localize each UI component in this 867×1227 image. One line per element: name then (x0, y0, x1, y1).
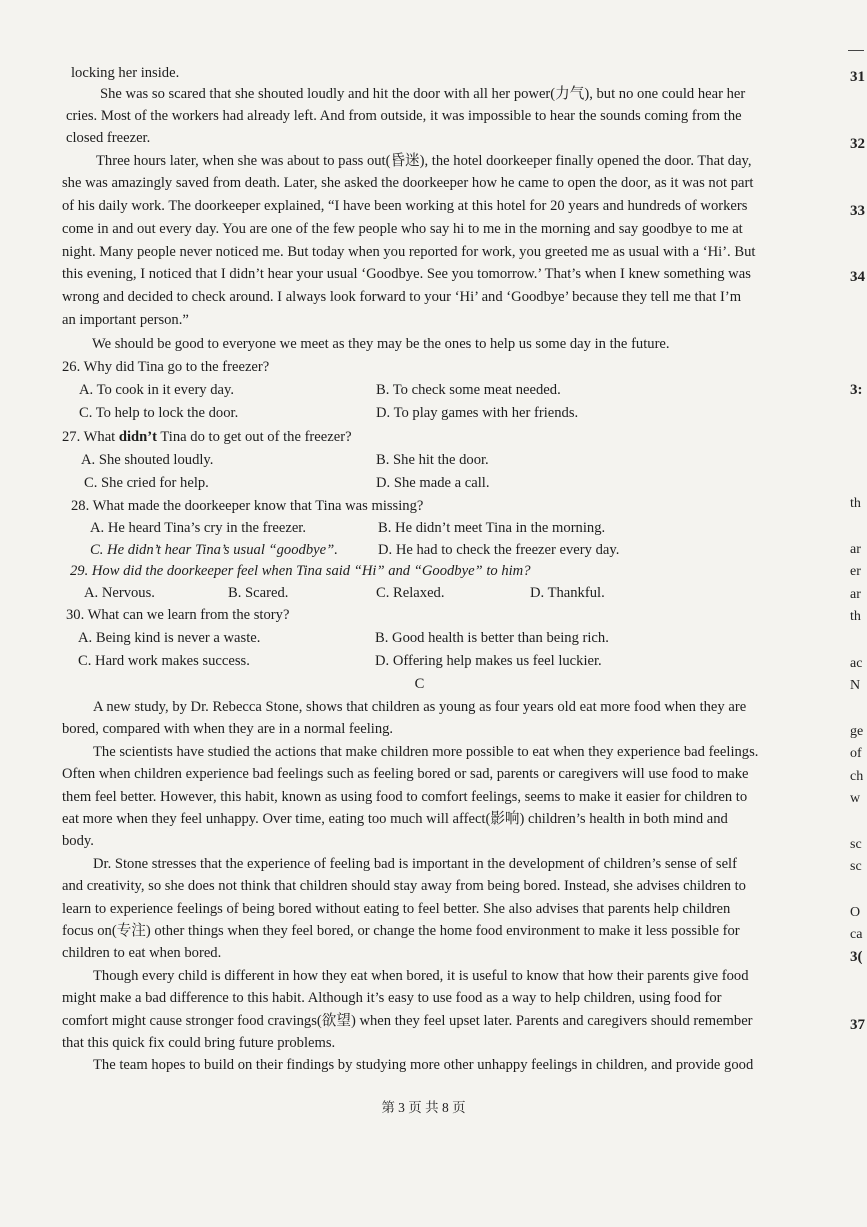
passage-line: The team hopes to build on their findings by studying more other unhappy feelings in children, and provide good (93, 1057, 754, 1073)
question-28-option-c[interactable]: C. He didn’t hear Tina’s usual “goodbye”. (90, 542, 338, 558)
edge-fragment: ch (850, 769, 864, 784)
edge-fragment: of (850, 746, 862, 761)
edge-fragment: w (850, 791, 861, 806)
passage-line: The scientists have studied the actions that make children more possible to eat when they experience bad feelings. (93, 744, 759, 760)
passage-line: focus on(专注) other things when they feel bored, or change the home food environment to make it less possible for (62, 923, 740, 939)
edge-fragment: O (850, 905, 861, 920)
corner-mark (848, 50, 864, 51)
passage-line: learn to experience feelings of being bored without eating to feel better. She also advises that parents help children (62, 901, 731, 917)
edge-fragment: ca (850, 927, 863, 942)
passage-line: Often when children experience bad feelings such as feeling bored or sad, parents or caregivers will use food to make (62, 766, 749, 782)
story-line: this evening, I noticed that I didn’t hear your usual ‘Goodbye. See you tomorrow.’ That’s when I knew something was (62, 266, 751, 282)
edge-fragment: er (850, 564, 861, 579)
edge-fragment: 34 (850, 269, 865, 285)
question-26-option-d[interactable]: D. To play games with her friends. (376, 405, 579, 421)
edge-fragment: ac (850, 656, 863, 671)
edge-fragment: 3( (850, 949, 863, 965)
passage-line: and creativity, so she does not think that children should stay away from being bored. Instead, she advises children to (62, 878, 746, 894)
edge-fragment: 37 (850, 1017, 865, 1033)
question-28-option-d[interactable]: D. He had to check the freezer every day. (378, 542, 620, 558)
question-28-stem: 28. What made the doorkeeper know that Tina was missing? (71, 498, 424, 514)
passage-line: body. (62, 833, 94, 849)
passage-line: might make a bad difference to this habit. Although it’s easy to use food as a way to help children, using food for (62, 990, 722, 1006)
question-28-option-b[interactable]: B. He didn’t meet Tina in the morning. (378, 520, 606, 536)
story-line: cries. Most of the workers had already left. And from outside, it was impossible to hear the sounds coming from the (66, 108, 742, 124)
stem-emphasis: didn’t (118, 429, 158, 445)
edge-fragment: N (850, 678, 861, 693)
question-26-option-c[interactable]: C. To help to lock the door. (79, 405, 239, 421)
edge-fragment: 33 (850, 203, 865, 219)
passage-line: children to eat when bored. (62, 945, 222, 961)
section-heading-c: C (414, 676, 425, 692)
edge-fragment: sc (850, 837, 862, 852)
edge-fragment: 3: (850, 382, 863, 398)
question-27-option-c[interactable]: C. She cried for help. (84, 475, 209, 491)
edge-fragment: ar (850, 542, 861, 557)
story-line: closed freezer. (66, 130, 151, 146)
story-line: wrong and decided to check around. I always look forward to your ‘Hi’ and ‘Goodbye’ because they tell me that I’m (62, 289, 742, 305)
question-29-option-d[interactable]: D. Thankful. (530, 585, 605, 601)
edge-fragment: 31 (850, 69, 865, 85)
story-line: Three hours later, when she was about to pass out(昏迷), the hotel doorkeeper finally opened the door. That day, (96, 153, 752, 169)
passage-line: Though every child is different in how they eat when bored, it is useful to know that how their parents give food (93, 968, 749, 984)
question-30-stem: 30. What can we learn from the story? (66, 607, 290, 623)
question-29-stem: 29. How did the doorkeeper feel when Tina said “Hi” and “Goodbye” to him? (70, 563, 531, 579)
question-27-option-a[interactable]: A. She shouted loudly. (81, 452, 214, 468)
question-30-option-b[interactable]: B. Good health is better than being rich. (375, 630, 609, 646)
question-28-option-a[interactable]: A. He heard Tina’s cry in the freezer. (90, 520, 306, 536)
stem-text: 27. What (62, 429, 119, 445)
question-26-option-a[interactable]: A. To cook in it every day. (79, 382, 235, 398)
question-29-option-b[interactable]: B. Scared. (228, 585, 289, 601)
edge-fragment: ar (850, 587, 861, 602)
question-30-option-c[interactable]: C. Hard work makes success. (78, 653, 250, 669)
passage-line: eat more when they feel unhappy. Over time, eating too much will affect(影响) children’s health in both mind and (62, 811, 728, 827)
edge-fragment: th (850, 609, 861, 624)
passage-line: that this quick fix could bring future problems. (62, 1035, 336, 1051)
story-line: an important person.” (62, 312, 189, 328)
question-30-option-d[interactable]: D. Offering help makes us feel luckier. (375, 653, 602, 669)
story-line: She was so scared that she shouted loudly and hit the door with all her power(力气), but no one could hear her (100, 86, 746, 102)
passage-line: bored, compared with when they are in a normal feeling. (62, 721, 394, 737)
question-29-option-a[interactable]: A. Nervous. (84, 585, 155, 601)
story-line: she was amazingly saved from death. Later, she asked the doorkeeper how he came to open the door, as it was not part (62, 175, 754, 191)
question-27-stem (62, 428, 352, 446)
passage-line: A new study, by Dr. Rebecca Stone, shows that children as young as four years old eat more food when they are (93, 699, 747, 715)
page-footer: 第 3 页 共 8 页 (381, 1100, 466, 1115)
edge-fragment: ge (850, 724, 864, 739)
passage-line: comfort might cause stronger food cravings(欲望) when they feel upset later. Parents and caregivers should remember (62, 1013, 753, 1029)
edge-fragment: th (850, 496, 861, 511)
passage-line: them feel better. However, this habit, known as using food to comfort feelings, seems to make it easier for children to (62, 789, 748, 805)
story-line: of his daily work. The doorkeeper explained, “I have been working at this hotel for 20 years and hundreds of workers (62, 198, 748, 214)
passage-line: Dr. Stone stresses that the experience of feeling bad is important in the development of children’s sense of self (93, 856, 737, 872)
question-26-option-b[interactable]: B. To check some meat needed. (376, 382, 561, 398)
question-29-option-c[interactable]: C. Relaxed. (376, 585, 445, 601)
edge-fragment: sc (850, 859, 862, 874)
story-line: night. Many people never noticed me. But today when you reported for work, you greeted me as usual with a ‘Hi’. But (62, 244, 756, 260)
question-27-option-b[interactable]: B. She hit the door. (376, 452, 489, 468)
question-30-option-a[interactable]: A. Being kind is never a waste. (78, 630, 261, 646)
stem-text: Tina do to get out of the freezer? (157, 429, 352, 445)
story-line: come in and out every day. You are one of the few people who say hi to me in the morning and say goodbye to me at (62, 221, 743, 237)
question-26-stem: 26. Why did Tina go to the freezer? (62, 359, 270, 375)
edge-fragment: 32 (850, 136, 865, 152)
question-27-option-d[interactable]: D. She made a call. (376, 475, 490, 491)
story-line: locking her inside. (71, 65, 180, 81)
story-line: We should be good to everyone we meet as they may be the ones to help us some day in the future. (92, 336, 670, 352)
